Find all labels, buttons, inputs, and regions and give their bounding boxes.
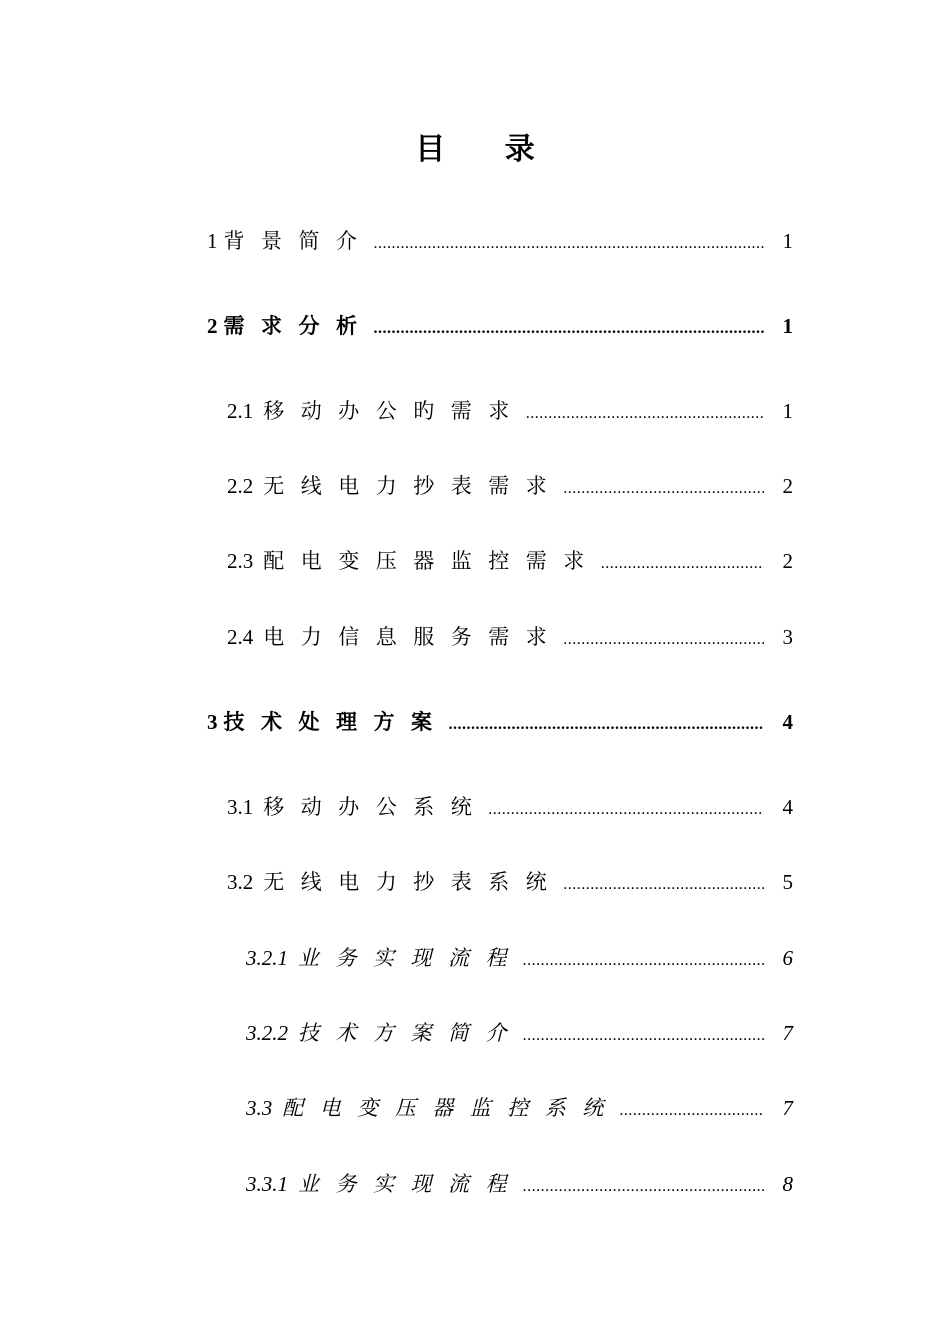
toc-entry-number: 3.2.1 xyxy=(246,946,288,970)
toc-leader-dots xyxy=(563,474,764,504)
toc-entry-2-1[interactable] xyxy=(227,396,793,426)
toc-leader-dots xyxy=(488,795,764,825)
toc-entry-number: 2.2 xyxy=(227,474,254,498)
toc-entry-page: 2 xyxy=(782,549,793,573)
toc-leader-dots xyxy=(601,549,764,579)
toc-leader-dots xyxy=(374,314,765,344)
toc-entry-number: 3.3 xyxy=(246,1096,273,1120)
toc-entry-page: 8 xyxy=(782,1172,793,1196)
toc-entry-page: 7 xyxy=(782,1021,793,1045)
toc-entry-text: 无线电力抄表需求 xyxy=(263,474,564,498)
toc-entry-text: 需求分析 xyxy=(223,314,374,338)
toc-entry-text: 业务实现流程 xyxy=(298,1172,523,1196)
toc-leader-dots xyxy=(523,1021,764,1051)
toc-leader-dots xyxy=(374,229,765,259)
toc-entry-3-3-1[interactable] xyxy=(246,1169,793,1199)
toc-entry-text: 配电变压器监控需求 xyxy=(263,549,601,573)
toc-entry-text: 业务实现流程 xyxy=(298,946,523,970)
toc-leader-dots xyxy=(563,870,764,900)
toc-title: 目 录 xyxy=(415,133,561,166)
toc-entry-text: 背景简介 xyxy=(223,229,374,253)
toc-entry-text: 电力信息服务需求 xyxy=(263,625,564,649)
toc-entry-3-2[interactable] xyxy=(227,867,793,897)
toc-entry-text: 配电变压器监控系统 xyxy=(282,1096,620,1120)
toc-entry-3-2-2[interactable] xyxy=(246,1018,793,1048)
toc-entry-page: 1 xyxy=(782,399,793,423)
toc-entry-text: 技术处理方案 xyxy=(223,710,449,734)
toc-entry-page: 4 xyxy=(782,710,793,734)
toc-entry-text: 移动办公系统 xyxy=(263,795,489,819)
toc-entry-page: 7 xyxy=(782,1096,793,1120)
toc-entry-text: 无线电力抄表系统 xyxy=(263,870,564,894)
toc-entry-3-1[interactable] xyxy=(227,792,793,822)
toc-entry-text: 移动办公旳需求 xyxy=(263,399,526,423)
toc-entry-number: 3.1 xyxy=(227,795,254,819)
toc-leader-dots xyxy=(523,946,764,976)
toc-entry-number: 2.3 xyxy=(227,549,254,573)
toc-leader-dots xyxy=(563,625,764,655)
toc-entry-number: 2.4 xyxy=(227,625,254,649)
toc-entry-text: 技术方案简介 xyxy=(298,1021,523,1045)
toc-entry-2-2[interactable] xyxy=(227,471,793,501)
toc-leader-dots xyxy=(523,1172,764,1202)
toc-leader-dots xyxy=(620,1096,764,1126)
toc-entry-page: 1 xyxy=(782,229,793,253)
toc-entry-3[interactable] xyxy=(207,707,793,737)
toc-entry-page: 2 xyxy=(782,474,793,498)
toc-entry-number: 2.1 xyxy=(227,399,254,423)
toc-entry-2-4[interactable] xyxy=(227,622,793,652)
toc-entry-number: 1 xyxy=(207,229,218,253)
toc-leader-dots xyxy=(449,710,765,740)
toc-entry-page: 5 xyxy=(782,870,793,894)
toc-entry-number: 3.2.2 xyxy=(246,1021,288,1045)
toc-entry-page: 1 xyxy=(782,314,793,338)
toc-entry-2[interactable] xyxy=(207,311,793,341)
toc-entry-number: 3.3.1 xyxy=(246,1172,288,1196)
toc-entry-3-2-1[interactable] xyxy=(246,943,793,973)
toc-entry-3-3[interactable] xyxy=(246,1093,793,1123)
toc-entry-1[interactable] xyxy=(207,226,793,256)
toc-leader-dots xyxy=(526,399,764,429)
toc-entry-page: 3 xyxy=(782,625,793,649)
toc-entry-page: 6 xyxy=(782,946,793,970)
toc-entry-2-3[interactable] xyxy=(227,546,793,576)
toc-entry-page: 4 xyxy=(782,795,793,819)
toc-entry-number: 3 xyxy=(207,710,218,734)
toc-entry-number: 2 xyxy=(207,314,218,338)
toc-entry-number: 3.2 xyxy=(227,870,254,894)
